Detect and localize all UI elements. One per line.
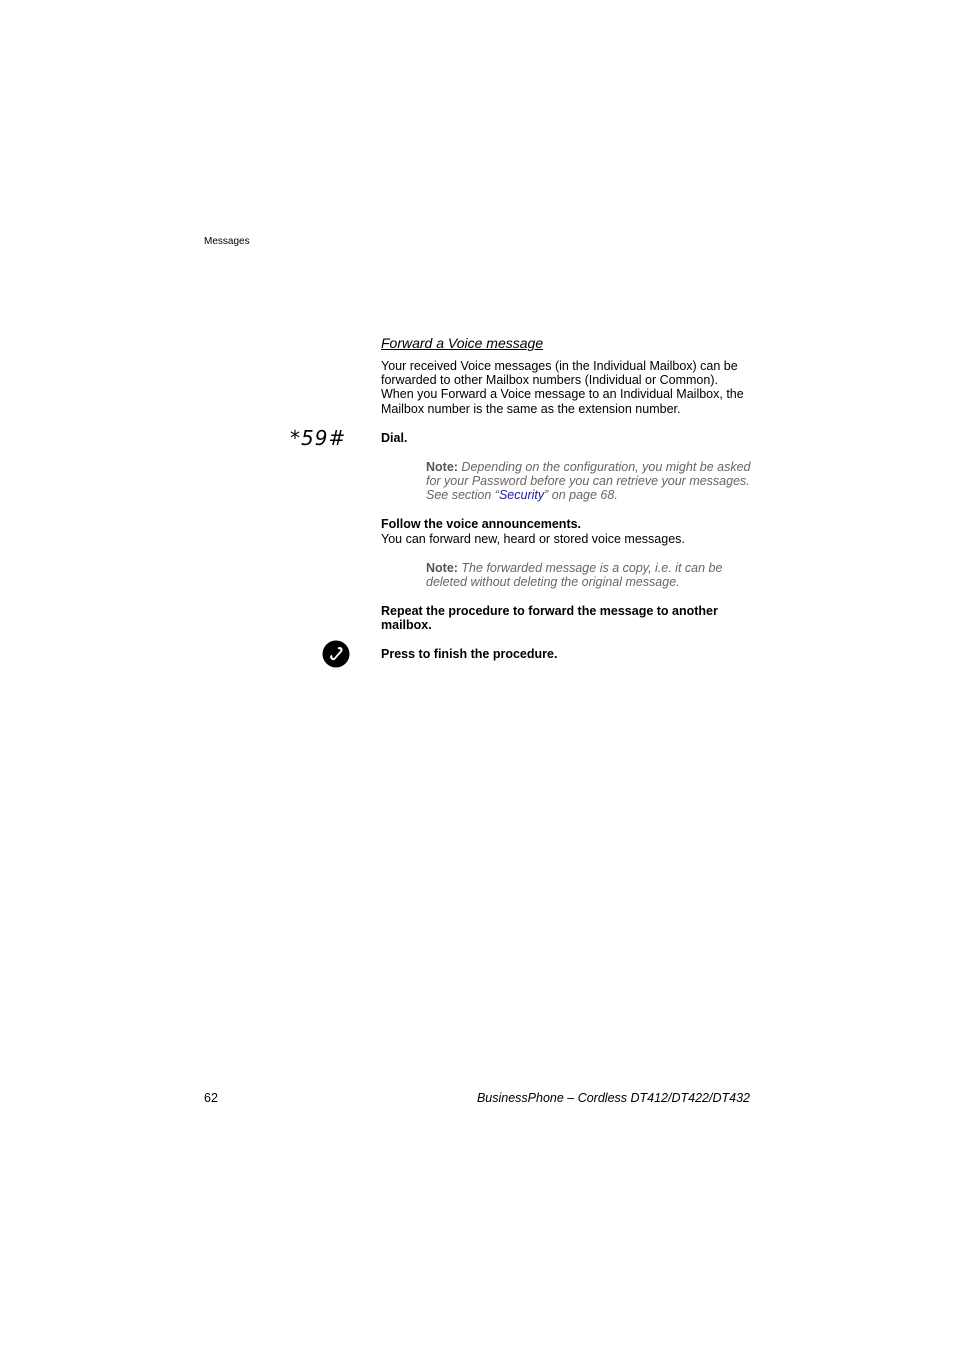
intro-paragraph: Your received Voice messages (in the Individual Mailbox) can be forwarded to other Mailbox numbers (Individual or Common). When you Forward a Voice message to an Individual Mailbox, the Mailbox number is the same as the extension number. (381, 359, 744, 416)
note-label: Note: (426, 561, 458, 575)
section-title: Forward a Voice message (381, 335, 544, 351)
note-label: Note: (426, 460, 458, 474)
running-header: Messages (204, 236, 250, 247)
note-text: The forwarded message is a copy, i.e. it can be deleted without deleting the original message. (426, 561, 723, 590)
footer-title: BusinessPhone – Cordless DT412/DT422/DT432 (476, 1091, 750, 1105)
security-link[interactable]: Security (498, 488, 545, 503)
step-follow-detail: You can forward new, heard or stored voice messages. (381, 532, 685, 546)
step-dial: Dial. (381, 431, 408, 445)
note-copy (426, 561, 756, 589)
end-call-handset-icon (322, 640, 350, 668)
dial-code: *59# (290, 426, 347, 450)
step-follow: Follow the voice announcements. (381, 517, 582, 531)
note-text-end: ” on page 68. (544, 488, 618, 503)
page-number: 62 (204, 1091, 218, 1105)
step-finish: Press to finish the procedure. (381, 647, 558, 661)
note-password (426, 460, 756, 503)
step-repeat: Repeat the procedure to forward the message to another mailbox. (381, 604, 718, 633)
note-text: Depending on the configuration, you might be asked for your Password before you can retrieve your messages. See section “ (426, 460, 751, 503)
